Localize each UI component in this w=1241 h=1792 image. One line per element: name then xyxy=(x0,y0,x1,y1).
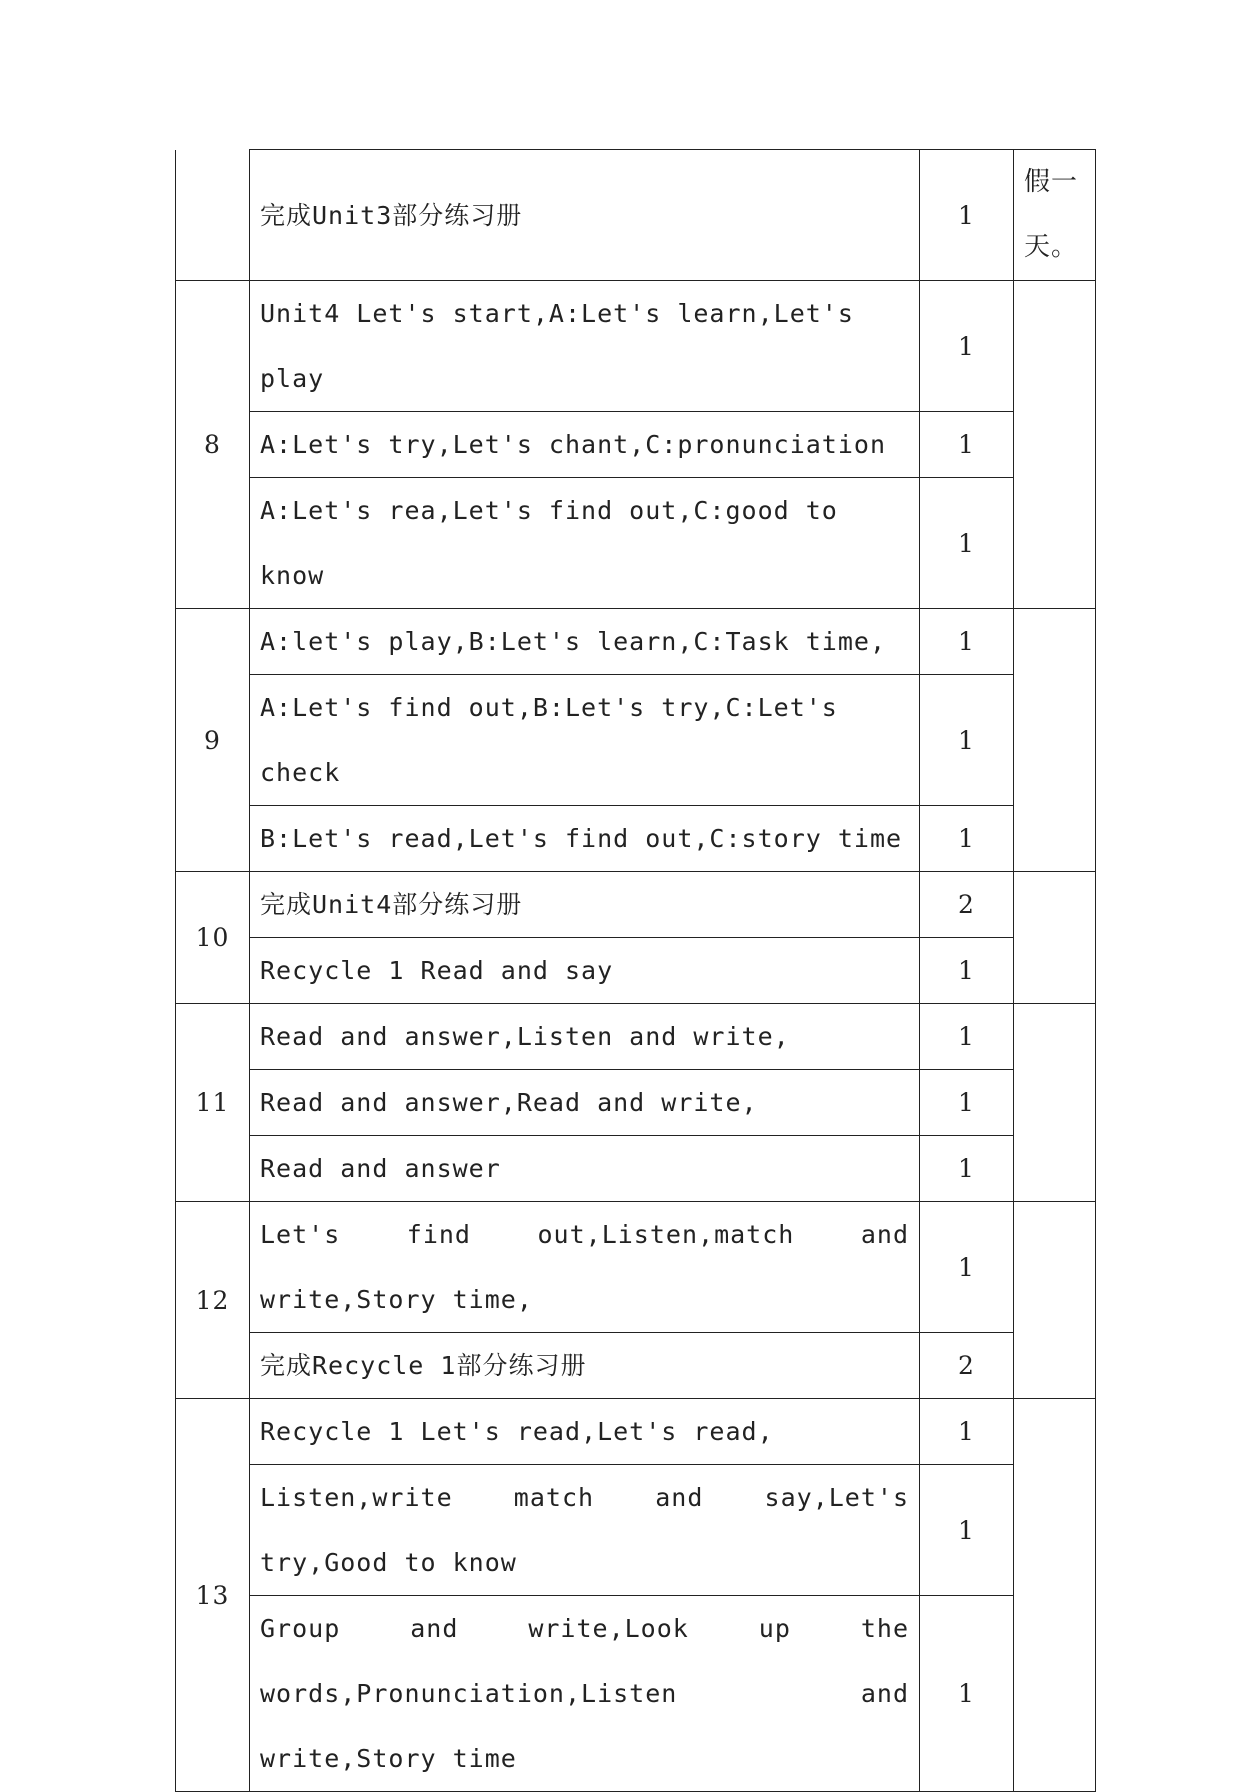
content-cell: Listen,write match and say,Let's try,Good to know xyxy=(250,1465,920,1596)
table-row xyxy=(176,281,1096,412)
table-row xyxy=(176,1004,1096,1070)
hours-cell: 1 xyxy=(920,412,1014,478)
table-row xyxy=(176,412,1096,478)
content-cell: Read and answer,Listen and write, xyxy=(250,1004,920,1070)
table-row xyxy=(176,938,1096,1004)
hours-cell: 2 xyxy=(920,872,1014,938)
content-cell: Recycle 1 Let's read,Let's read, xyxy=(250,1399,920,1465)
week-cell: 10 xyxy=(176,872,250,1004)
table-row xyxy=(176,806,1096,872)
note-cell xyxy=(1014,609,1096,872)
table-row xyxy=(176,1333,1096,1399)
content-cell: A:let's play,B:Let's learn,C:Task time, xyxy=(250,609,920,675)
content-cell: Group and write,Look up the words,Pronunciation,Listen and write,Story time xyxy=(250,1596,920,1792)
hours-cell: 1 xyxy=(920,1596,1014,1792)
content-cell: Read and answer xyxy=(250,1136,920,1202)
week-cell: 9 xyxy=(176,609,250,872)
content-cell: Recycle 1 Read and say xyxy=(250,938,920,1004)
note-cell xyxy=(1014,1399,1096,1792)
hours-cell: 1 xyxy=(920,1465,1014,1596)
hours-cell: 1 xyxy=(920,478,1014,609)
note-cell xyxy=(1014,1202,1096,1399)
table-row xyxy=(176,150,1096,281)
schedule-table xyxy=(175,149,1096,1792)
week-cell xyxy=(176,150,250,281)
table-row xyxy=(176,675,1096,806)
note-cell: 假一天。 xyxy=(1014,150,1096,281)
table-row xyxy=(176,1399,1096,1465)
hours-cell: 1 xyxy=(920,675,1014,806)
hours-cell: 1 xyxy=(920,1070,1014,1136)
hours-cell: 1 xyxy=(920,609,1014,675)
table-row xyxy=(176,478,1096,609)
hours-cell: 1 xyxy=(920,150,1014,281)
content-cell: A:Let's try,Let's chant,C:pronunciation xyxy=(250,412,920,478)
hours-cell: 1 xyxy=(920,1136,1014,1202)
week-cell: 11 xyxy=(176,1004,250,1202)
hours-cell: 1 xyxy=(920,806,1014,872)
hours-cell: 2 xyxy=(920,1333,1014,1399)
table-row xyxy=(176,872,1096,938)
content-cell: A:Let's rea,Let's find out,C:good to know xyxy=(250,478,920,609)
note-cell xyxy=(1014,1004,1096,1202)
hours-cell: 1 xyxy=(920,281,1014,412)
table-row xyxy=(176,1202,1096,1333)
hours-cell: 1 xyxy=(920,938,1014,1004)
table-row xyxy=(176,1136,1096,1202)
content-cell: B:Let's read,Let's find out,C:story time xyxy=(250,806,920,872)
note-cell xyxy=(1014,281,1096,609)
note-cell xyxy=(1014,872,1096,1004)
content-cell: 完成Recycle 1部分练习册 xyxy=(250,1333,920,1399)
hours-cell: 1 xyxy=(920,1004,1014,1070)
content-cell: A:Let's find out,B:Let's try,C:Let's check xyxy=(250,675,920,806)
content-cell: Unit4 Let's start,A:Let's learn,Let's play xyxy=(250,281,920,412)
table-row xyxy=(176,1070,1096,1136)
week-cell: 12 xyxy=(176,1202,250,1399)
content-cell: Let's find out,Listen,match and write,Story time, xyxy=(250,1202,920,1333)
table-row xyxy=(176,1596,1096,1792)
content-cell: 完成Unit4部分练习册 xyxy=(250,872,920,938)
week-cell: 8 xyxy=(176,281,250,609)
table-row xyxy=(176,1465,1096,1596)
hours-cell: 1 xyxy=(920,1202,1014,1333)
table-row xyxy=(176,609,1096,675)
week-cell: 13 xyxy=(176,1399,250,1792)
content-cell: Read and answer,Read and write, xyxy=(250,1070,920,1136)
hours-cell: 1 xyxy=(920,1399,1014,1465)
content-cell: 完成Unit3部分练习册 xyxy=(250,150,920,281)
